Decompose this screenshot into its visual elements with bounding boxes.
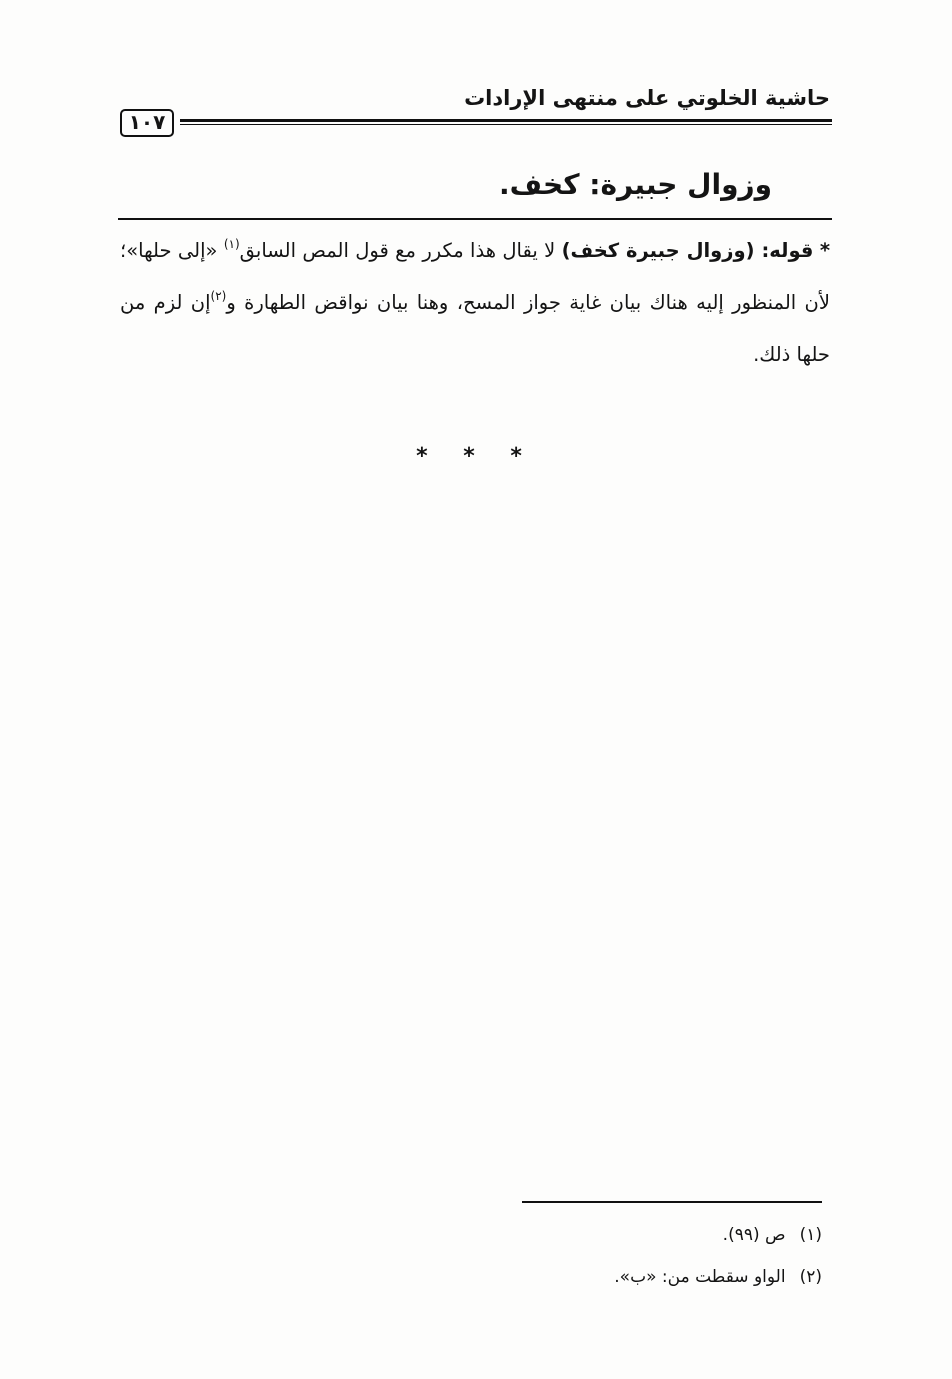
footnote-marker-1[interactable]: (١): [223, 237, 240, 251]
commentary-text-3: إن لزم من حلها ذلك.: [120, 291, 830, 366]
star-bullet: *: [819, 239, 831, 262]
matn-separator-rule: [118, 218, 832, 220]
footnote-number: (١): [799, 1225, 822, 1245]
footnote-1: [614, 1220, 822, 1262]
header-rule-thin: [180, 124, 832, 125]
running-title: حاشية الخلوتي على منتهى الإرادات: [464, 86, 830, 110]
footnote-text: ص (٩٩).: [722, 1225, 786, 1245]
footnote-rule: [522, 1201, 822, 1203]
commentary-text-1: لا يقال هذا مكرر مع قول المص السابق: [239, 239, 562, 262]
footnote-number: (٢): [799, 1267, 822, 1287]
section-separator: * * *: [416, 444, 536, 469]
matn-text: وزوال جبيرة: كخف.: [499, 168, 772, 201]
header-rule-thick: [180, 119, 832, 122]
footnote-text: الواو سقطت من: «ب».: [614, 1267, 786, 1287]
footnotes: [614, 1220, 822, 1304]
page-number: ١٠٧: [120, 109, 174, 137]
commentary-lead: قوله: (وزوال جبيرة كخف): [561, 239, 814, 262]
footnote-marker-2[interactable]: (٢): [210, 289, 227, 303]
header-rule: [180, 119, 832, 126]
commentary-paragraph: [120, 225, 830, 381]
commentary-text-2: «إلى حلها»؛ لأن المنظور إليه هناك بيان غاية جواز المسح، وهنا بيان نواقض الطهارة و: [120, 239, 830, 314]
footnote-2: [614, 1262, 822, 1304]
